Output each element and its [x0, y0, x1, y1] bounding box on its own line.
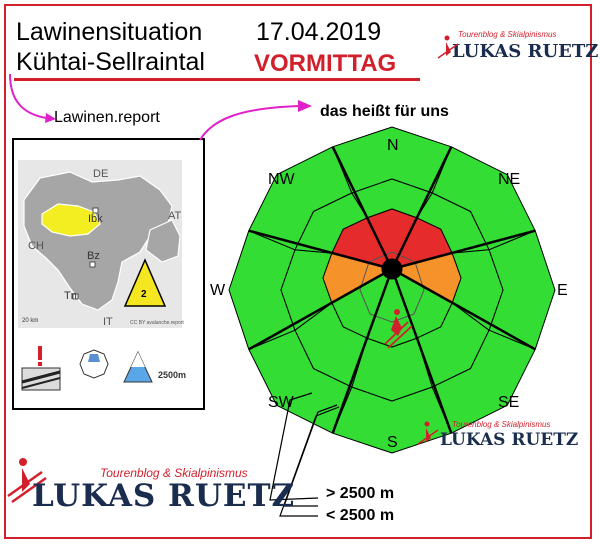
- elevation-label: 2500m: [158, 370, 187, 380]
- map-label-it: IT: [103, 316, 113, 328]
- mid-logo-tagline: Tourenblog & Skialpinismus: [452, 420, 551, 429]
- legend-below: < 2500 m: [326, 507, 395, 524]
- avalanche-problem-icon: [22, 346, 60, 390]
- report-label: Lawinen.report: [54, 109, 160, 126]
- logo-skier-small: [438, 36, 458, 59]
- dir-e: E: [557, 282, 568, 299]
- title-line-2: Kühtai-Sellraintal: [16, 48, 205, 76]
- arrow-to-report: [10, 74, 46, 118]
- map-city-ibk: Ibk: [88, 213, 103, 225]
- report-date: 17.04.2019: [256, 18, 382, 46]
- map-label-at: AT: [168, 210, 182, 222]
- city-bz-marker: [90, 262, 95, 267]
- map-city-tn: Tn: [64, 290, 77, 302]
- arrow-to-meaning-head: [298, 100, 312, 112]
- large-logo-name: LUKAS RUETZ: [32, 478, 296, 514]
- mid-logo-name: LUKAS RUETZ: [440, 430, 579, 450]
- arrow-to-report-head: [45, 113, 56, 123]
- dir-sw: SW: [268, 394, 294, 411]
- title-line-1: Lawinensituation: [16, 18, 203, 46]
- dir-nw: NW: [268, 171, 295, 188]
- dir-s: S: [387, 434, 398, 451]
- map-label-ch: CH: [28, 240, 44, 252]
- dir-w: W: [210, 282, 226, 299]
- daypart-label: VORMITTAG: [254, 50, 397, 77]
- large-logo-tagline: Tourenblog & Skialpinismus: [100, 466, 248, 480]
- map-scale: 20 km: [22, 318, 39, 324]
- elevation-mini-icon: [124, 352, 152, 382]
- dir-n: N: [387, 137, 399, 154]
- meaning-label: das heißt für uns: [320, 103, 449, 120]
- dir-ne: NE: [498, 171, 521, 188]
- dir-se: SE: [498, 394, 520, 411]
- top-logo-name: LUKAS RUETZ: [452, 41, 599, 62]
- map-city-bz: Bz: [87, 250, 100, 262]
- map-credit: CC BY avalanche.report: [130, 320, 184, 326]
- danger-level-number: 2: [141, 289, 147, 300]
- legend-above: > 2500 m: [326, 485, 395, 502]
- arrow-to-meaning: [200, 106, 300, 140]
- top-logo-tagline: Tourenblog & Skialpinismus: [458, 30, 557, 39]
- aspect-mini-icon: [80, 350, 108, 378]
- map-label-de: DE: [93, 168, 109, 180]
- rose-center: [382, 259, 402, 279]
